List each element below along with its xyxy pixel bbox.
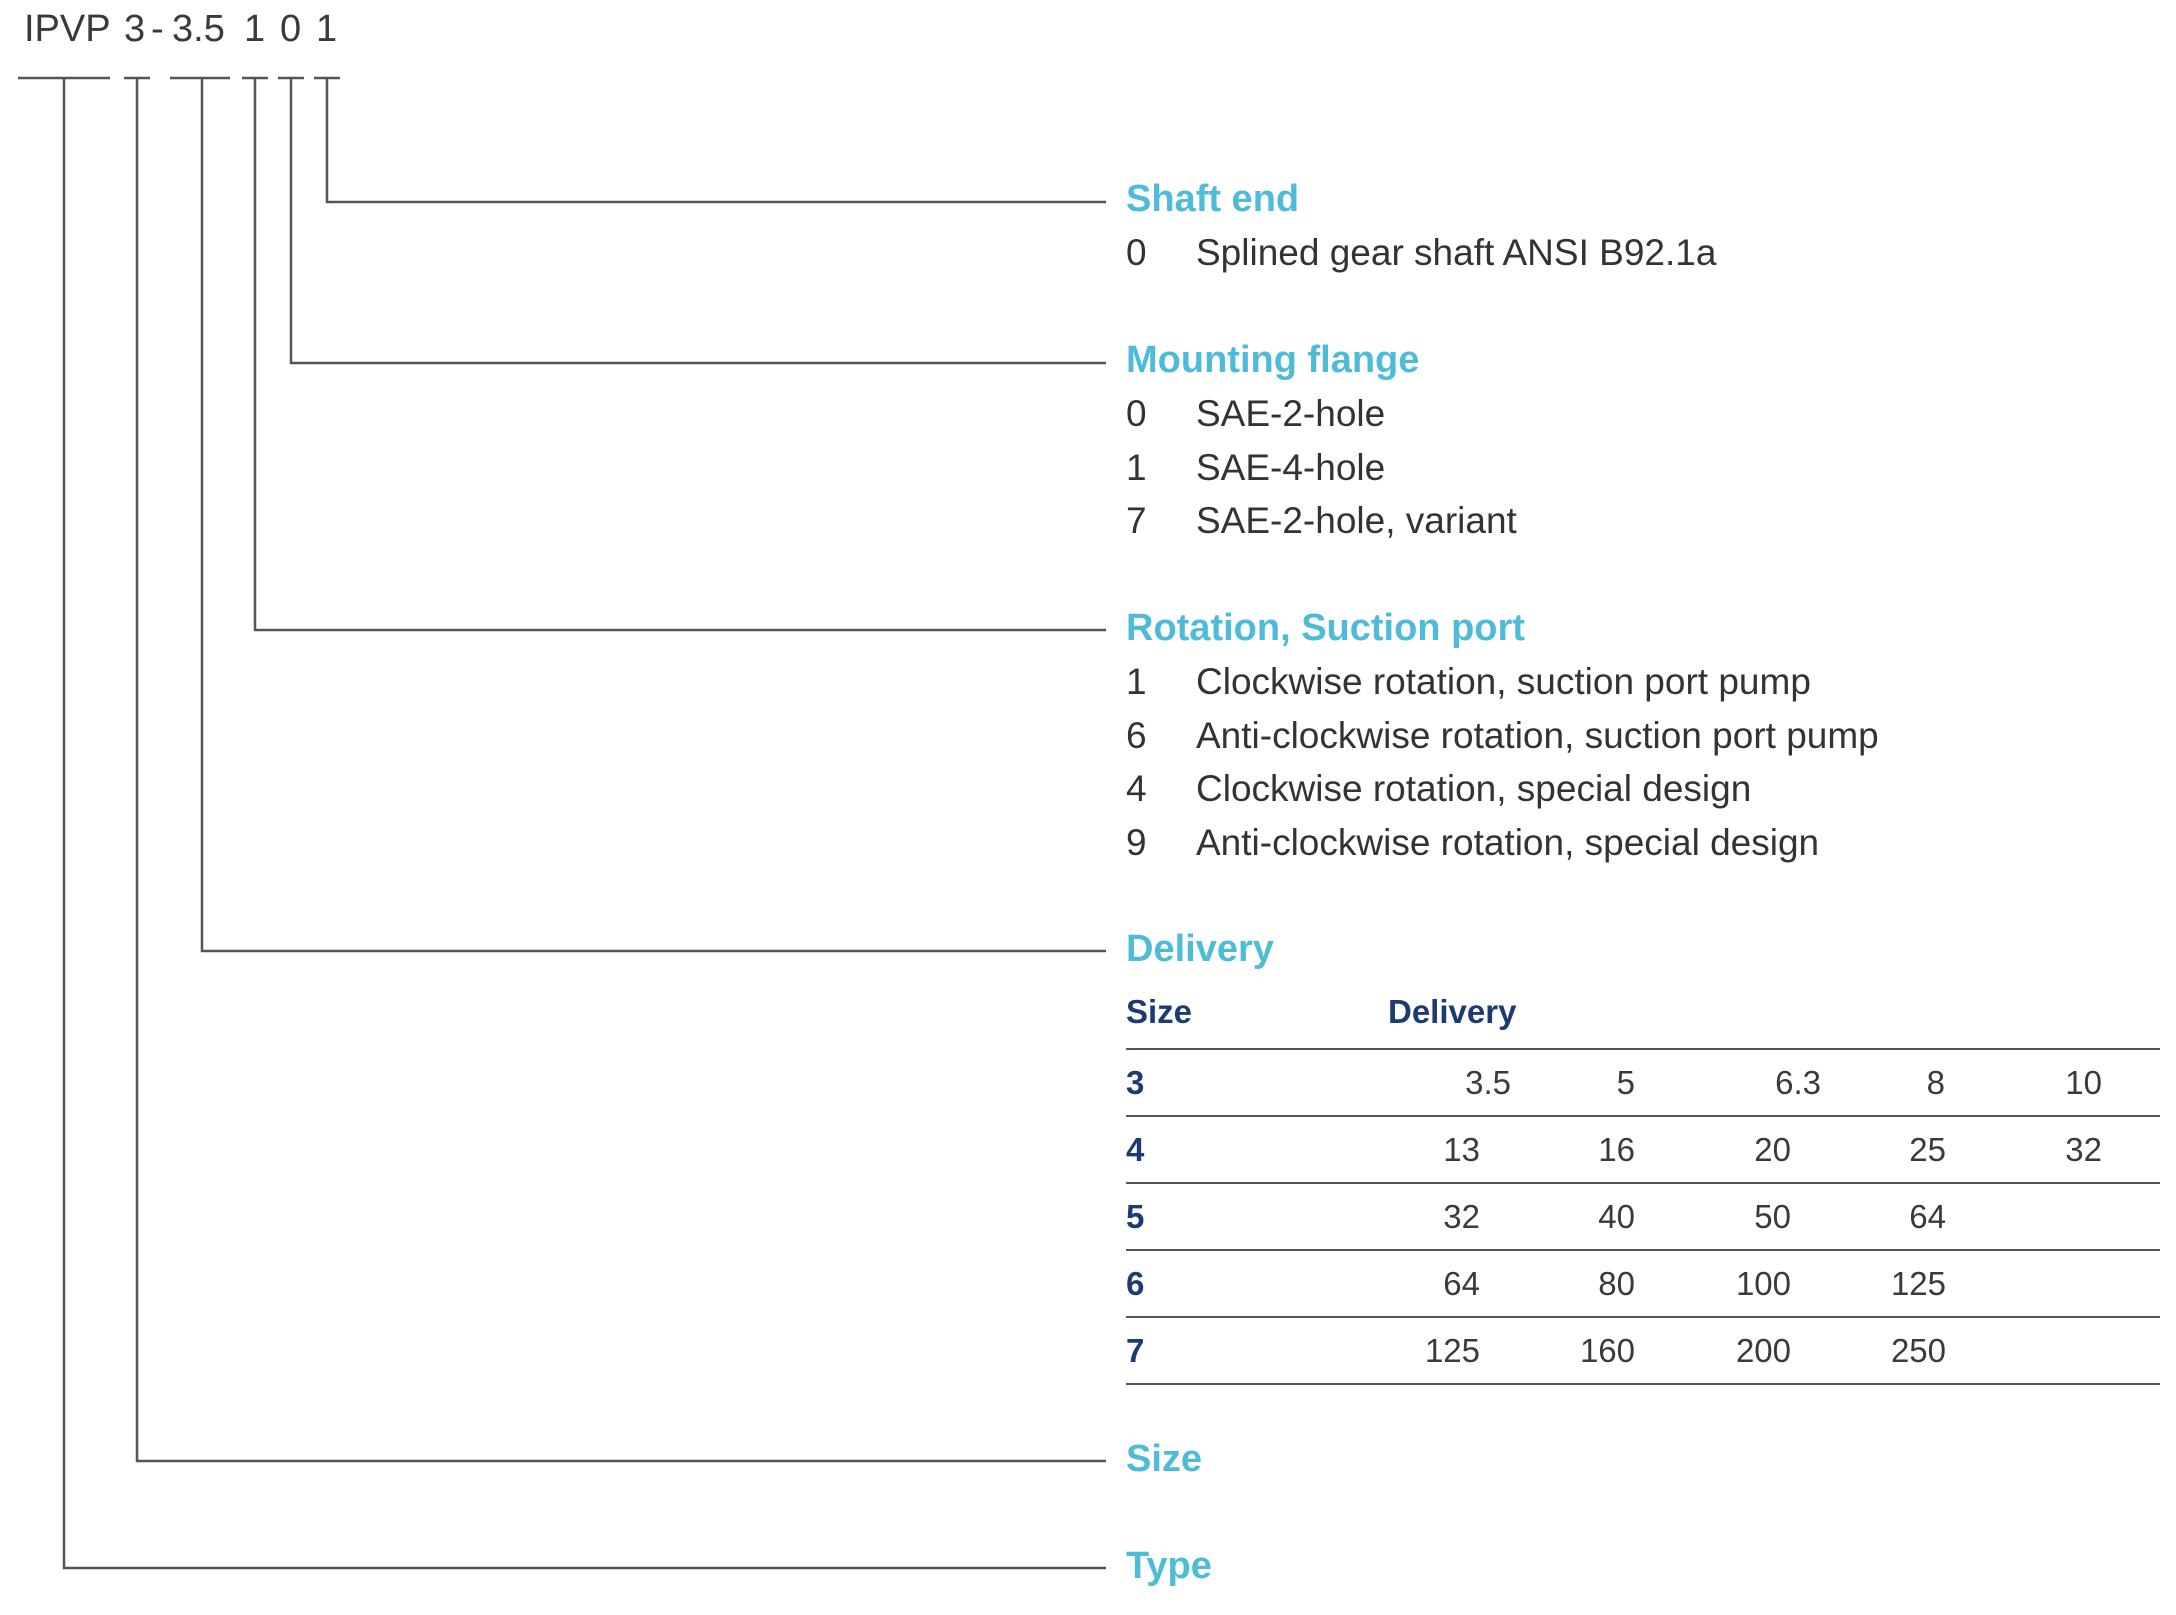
table-cell: 13 — [1443, 1131, 1480, 1168]
leader-type — [64, 78, 1106, 1568]
table-cell: 3.5 — [1465, 1064, 1511, 1101]
option-code: 0 — [1126, 232, 1147, 273]
table-cell: 125 — [1424, 1332, 1480, 1369]
leader-shaft-end — [327, 78, 1106, 202]
leader-mounting-flange — [291, 78, 1106, 363]
code-size: 3 — [124, 8, 146, 50]
table-row-size: 5 — [1126, 1198, 1145, 1235]
table-cell: 32 — [1443, 1198, 1480, 1235]
table-cell: 250 — [1890, 1332, 1946, 1369]
heading-size: Size — [1126, 1438, 1203, 1480]
table-cell: 32 — [2065, 1131, 2102, 1168]
code-shaft: 1 — [316, 8, 338, 50]
option-code: 0 — [1126, 393, 1147, 434]
option-code: 4 — [1126, 768, 1147, 809]
code-delivery: 3.5 — [172, 8, 225, 50]
table-row-size: 3 — [1126, 1064, 1145, 1101]
option-text: Anti-clockwise rotation, suction port pump — [1196, 715, 1879, 756]
code-separator: - — [151, 8, 164, 50]
code-flange: 0 — [280, 8, 302, 50]
table-cell: 10 — [2065, 1064, 2102, 1101]
table-cell: 64 — [1909, 1198, 1946, 1235]
option-code: 7 — [1126, 500, 1147, 541]
table-row-size: 4 — [1126, 1131, 1145, 1168]
option-text: Clockwise rotation, special design — [1196, 768, 1752, 809]
option-text: Anti-clockwise rotation, special design — [1196, 822, 1820, 863]
table-cell: 6.3 — [1775, 1064, 1821, 1101]
table-cell: 5 — [1616, 1064, 1635, 1101]
table-cell: 50 — [1754, 1198, 1791, 1235]
table-cell: 16 — [1598, 1131, 1635, 1168]
table-row-size: 7 — [1126, 1332, 1145, 1369]
table-cell: 8 — [1926, 1064, 1945, 1101]
heading-delivery: Delivery — [1126, 928, 1274, 970]
leader-size — [137, 78, 1106, 1461]
table-rule — [1126, 1115, 2160, 1117]
table-rule — [1126, 1316, 2160, 1318]
option-text: SAE-2-hole — [1196, 393, 1386, 434]
option-code: 1 — [1126, 447, 1147, 488]
option-text: SAE-2-hole, variant — [1196, 500, 1517, 541]
heading-shaft-end: Shaft end — [1126, 178, 1300, 220]
table-cell: 25 — [1909, 1131, 1946, 1168]
leader-rotation — [255, 78, 1106, 630]
heading-mounting-flange: Mounting flange — [1126, 339, 1420, 381]
option-text: Clockwise rotation, suction port pump — [1196, 661, 1811, 702]
heading-type: Type — [1126, 1545, 1212, 1587]
option-code: 6 — [1126, 715, 1147, 756]
option-text: SAE-4-hole — [1196, 447, 1386, 488]
table-cell: 160 — [1579, 1332, 1635, 1369]
table-header-delivery: Delivery — [1388, 993, 1517, 1030]
option-code: 9 — [1126, 822, 1147, 863]
code-type: IPVP — [24, 8, 111, 50]
table-header-size: Size — [1126, 993, 1193, 1030]
option-text: Splined gear shaft ANSI B92.1a — [1196, 232, 1717, 273]
table-cell: 200 — [1735, 1332, 1791, 1369]
table-cell: 80 — [1598, 1265, 1635, 1302]
code-rotation: 1 — [244, 8, 266, 50]
table-cell: 100 — [1735, 1265, 1791, 1302]
table-cell: 125 — [1890, 1265, 1946, 1302]
table-rule — [1126, 1182, 2160, 1184]
leader-delivery — [202, 78, 1106, 951]
table-cell: 40 — [1598, 1198, 1635, 1235]
table-cell: 20 — [1754, 1131, 1791, 1168]
table-rule — [1126, 1383, 2160, 1385]
heading-rotation: Rotation, Suction port — [1126, 607, 1525, 649]
table-row-size: 6 — [1126, 1265, 1145, 1302]
table-rule — [1126, 1249, 2160, 1251]
option-code: 1 — [1126, 661, 1147, 702]
table-rule — [1126, 1048, 2160, 1050]
table-cell: 64 — [1443, 1265, 1480, 1302]
